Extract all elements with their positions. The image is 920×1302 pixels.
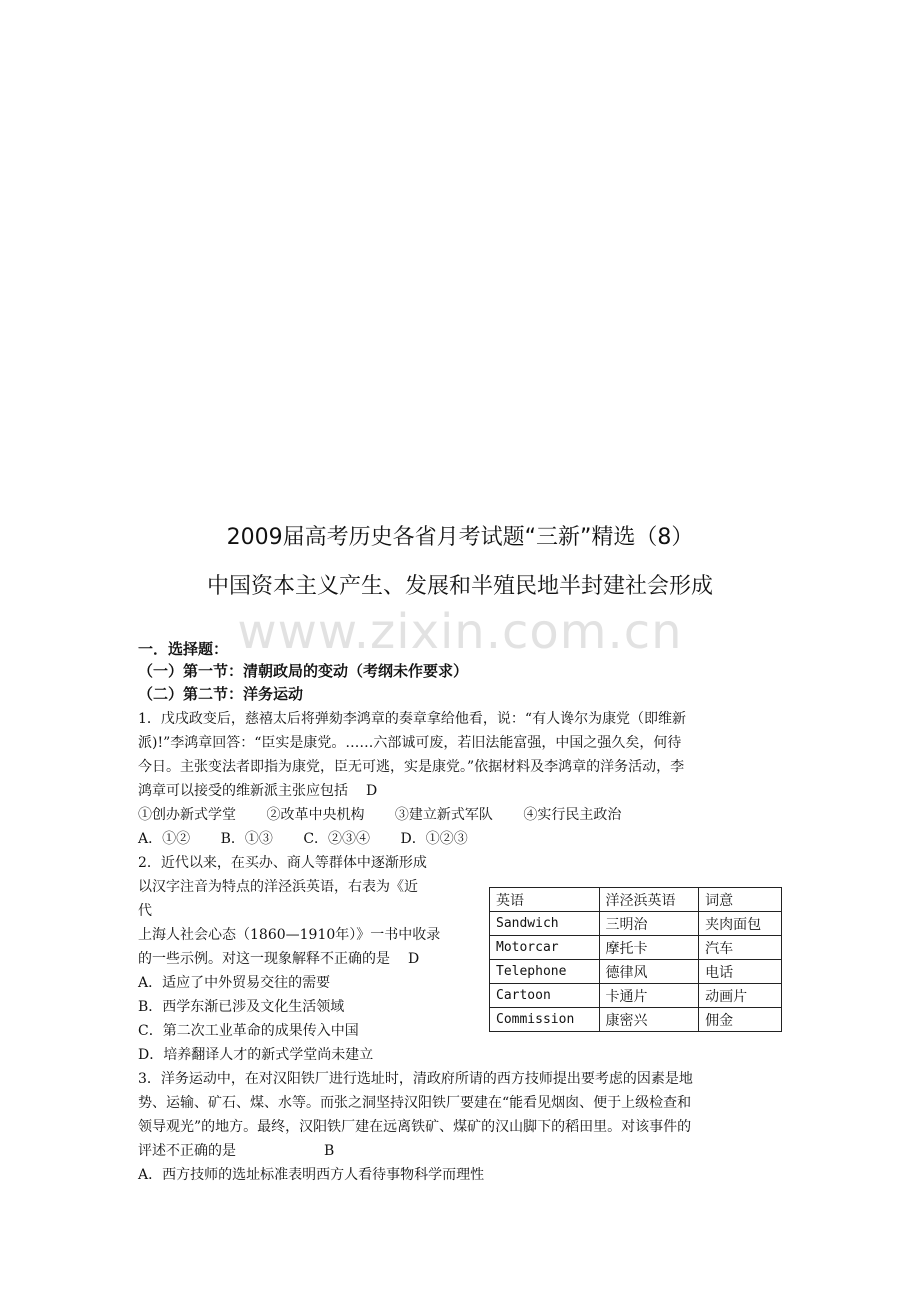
title-line-2: 中国资本主义产生、发展和半殖民地半封建社会形成	[206, 574, 713, 599]
table-cell: 电话	[699, 960, 782, 984]
q3-line-4	[138, 1140, 334, 1162]
table-header-cell: 洋泾浜英语	[599, 888, 699, 912]
q1-line-1: 1．戊戌政变后，慈禧太后将弹劾李鸿章的奏章拿给他看，说：“有人谗尔为康党（即维新	[138, 711, 687, 727]
q2-line-1: 2．近代以来，在买办、商人等群体中逐渐形成	[138, 855, 427, 871]
q2-option-a: A．适应了中外贸易交往的需要	[138, 975, 331, 991]
q2-option-d: D．培养翻译人才的新式学堂尚未建立	[138, 1047, 374, 1063]
q2-option-b: B．西学东渐已涉及文化生活领域	[138, 999, 345, 1015]
q1-line-4	[138, 780, 377, 802]
q1-items	[138, 804, 621, 826]
q2-line-3: 代	[138, 903, 152, 919]
q2-line-5	[138, 948, 419, 970]
q1-stem-end: 鸿章可以接受的维新派主张应包括	[138, 783, 348, 799]
table-cell: Sandwich	[490, 912, 600, 936]
q3-option-a: A．西方技师的选址标准表明西方人看待事物科学而理性	[138, 1167, 485, 1183]
table-cell: 三明治	[599, 912, 699, 936]
table-cell: Commission	[490, 1008, 600, 1032]
q1-item-2: ②改革中央机构	[266, 807, 365, 823]
pidgin-english-table	[489, 887, 782, 1032]
q1-item-1: ①创办新式学堂	[138, 807, 236, 823]
table-cell: 夹肉面包	[699, 912, 782, 936]
watermark: www.zixin.com.cn	[237, 604, 683, 660]
table-cell: 康密兴	[599, 1008, 699, 1032]
table-header-cell: 词意	[699, 888, 782, 912]
table-cell: 佣金	[699, 1008, 782, 1032]
table-header-row	[490, 888, 782, 912]
table-cell: 德律风	[599, 960, 699, 984]
q2-line-2: 以汉字注音为特点的洋泾浜英语，右表为《近	[138, 879, 418, 895]
q3-answer: B	[324, 1143, 335, 1159]
q1-line-2: 派)!”李鸿章回答：“臣实是康党。……六部诚可废，若旧法能富强，中国之强久矣，何待	[138, 735, 682, 751]
table-cell: 汽车	[699, 936, 782, 960]
table-header-cell: 英语	[490, 888, 600, 912]
q2-answer: D	[408, 951, 420, 967]
q1-option-b: B．①③	[220, 831, 273, 847]
table-row	[490, 1008, 782, 1032]
q3-stem-end: 评述不正确的是	[138, 1143, 236, 1159]
table-row	[490, 912, 782, 936]
q1-item-4: ④实行民主政治	[523, 807, 622, 823]
title-line-1: 2009届高考历史各省月考试题“三新”精选（8）	[226, 525, 694, 550]
table-cell: Cartoon	[490, 984, 600, 1008]
subsection-heading-2: （二）第二节：洋务运动	[138, 685, 304, 703]
q1-item-3: ③建立新式军队	[394, 807, 493, 823]
section-heading-choice: 一．选择题：	[138, 640, 229, 658]
q1-option-d: D．①②③	[400, 831, 468, 847]
q1-option-a: A．①②	[138, 831, 191, 847]
q1-option-c: C．②③④	[303, 831, 371, 847]
q1-answer: D	[366, 783, 378, 799]
q3-line-3: 领导观光”的地方。最终，汉阳铁厂建在远离铁矿、煤矿的汉山脚下的稻田里。对该事件的	[138, 1119, 692, 1135]
q2-stem-end: 的一些示例。对这一现象解释不正确的是	[138, 951, 390, 967]
table-cell: Motorcar	[490, 936, 600, 960]
table-cell: 卡通片	[599, 984, 699, 1008]
q2-line-4: 上海人社会心态（1860—1910年）》一书中收录	[138, 927, 441, 943]
table-row	[490, 936, 782, 960]
subsection-heading-1: （一）第一节：清朝政局的变动（考纲未作要求）	[138, 662, 469, 680]
q3-line-1: 3．洋务运动中，在对汉阳铁厂进行选址时，清政府所请的西方技师提出要考虑的因素是地	[138, 1071, 693, 1087]
q3-line-2: 势、运输、矿石、煤、水等。而张之洞坚持汉阳铁厂要建在“能看见烟囱、便于上级检查和	[138, 1095, 692, 1111]
q2-option-c: C．第二次工业革命的成果传入中国	[138, 1023, 359, 1039]
table-row	[490, 984, 782, 1008]
q1-options	[138, 828, 468, 850]
table-row	[490, 960, 782, 984]
table-cell: 动画片	[699, 984, 782, 1008]
q1-line-3: 今日。主张变法者即指为康党，臣无可逃，实是康党。”依据材料及李鸿章的洋务活动，李	[138, 759, 685, 775]
table-cell: Telephone	[490, 960, 600, 984]
table-cell: 摩托卡	[599, 936, 699, 960]
